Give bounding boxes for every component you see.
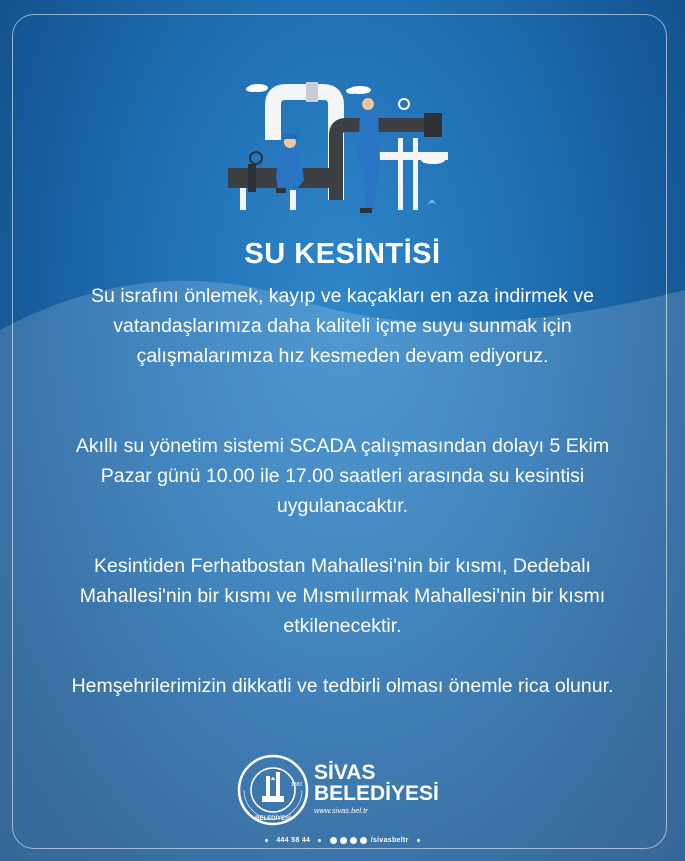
notice-paragraph-areas: Kesintiden Ferhatbostan Mahallesi'nin bir kısmı, Dedebalı Mahallesi'nin bir kısmı ve Mısmılırmak Mahallesi'nin bir kısmı etkilenecektir. xyxy=(79,555,606,637)
cloud-icon xyxy=(246,84,268,92)
separator-dot xyxy=(265,839,268,842)
instagram-icon xyxy=(350,837,357,844)
municipality-logo xyxy=(236,752,451,828)
logo-name-line1: SİVAS xyxy=(314,761,376,784)
notice-paragraph-intro: Su israfını önlemek, kayıp ve kaçakları en aza indirmek ve vatandaşlarımıza daha kaliteli içme suyu sunmak için çalışmalarımıza hız kesmeden devam ediyoruz. xyxy=(91,285,594,367)
notice-title: SU KESİNTİSİ xyxy=(244,238,441,270)
svg-text:1880: 1880 xyxy=(291,782,303,788)
facebook-icon xyxy=(330,837,337,844)
phone-number: 444 58 44 xyxy=(276,837,311,844)
youtube-icon xyxy=(360,837,367,844)
separator-dot xyxy=(417,839,420,842)
separator-dot xyxy=(318,839,321,842)
footer-contact xyxy=(0,837,685,844)
x-icon xyxy=(340,837,347,844)
social-handle: /sivasbeltr xyxy=(370,837,409,844)
logo-website: www.sivas.bel.tr xyxy=(314,806,368,815)
plumbers-illustration xyxy=(228,80,454,216)
svg-text:BELEDİYESİ: BELEDİYESİ xyxy=(255,816,291,822)
logo-name-line2: BELEDİYESİ xyxy=(314,782,439,805)
notice-paragraph-schedule: Akıllı su yönetim sistemi SCADA çalışmasından dolayı 5 Ekim Pazar günü 10.00 ile 17.00 saatleri arasında su kesintisi uygulanacaktır. xyxy=(75,435,610,517)
notice-paragraph-request: Hemşehrilerimizin dikkatli ve tedbirli olması önemle rica olunur. xyxy=(71,675,614,697)
